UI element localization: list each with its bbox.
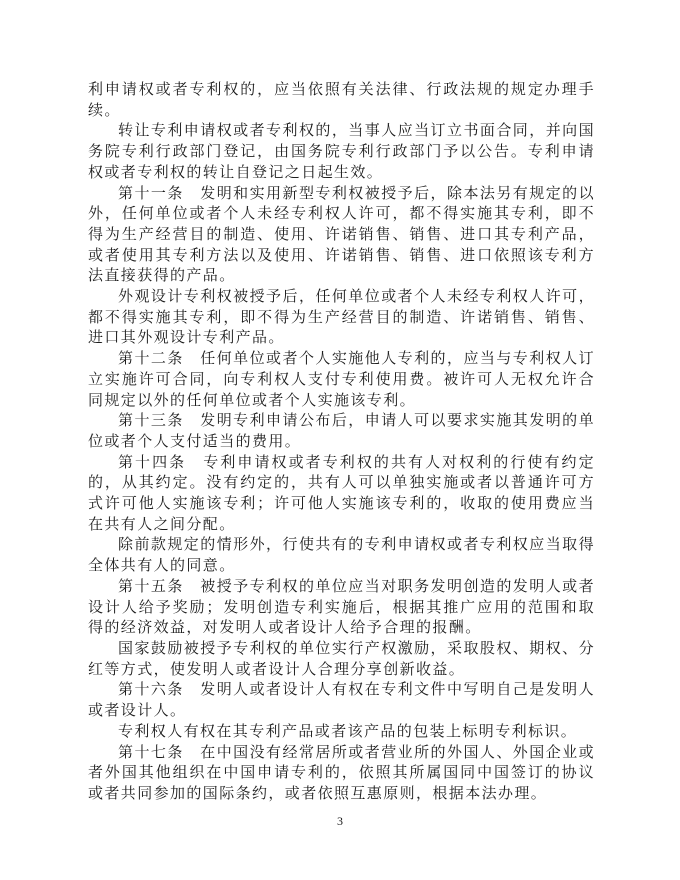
paragraph: 第十三条 发明专利申请公布后，申请人可以要求实施其发明的单位或者个人支付适当的费用。 [88, 413, 595, 450]
paragraph: 第十四条 专利申请权或者专利权的共有人对权利的行使有约定的，从其约定。没有约定的，共有人可以单独实施或者以普通许可方式许可他人实施该专利；许可他人实施该专利的，收取的使用费应当在共有人之间分配。 [88, 454, 595, 533]
document-body [88, 80, 595, 805]
paragraph: 国家鼓励被授予专利权的单位实行产权激励，采取股权、期权、分红等方式，使发明人或者设计人合理分享创新收益。 [88, 640, 595, 678]
paragraph: 利申请权或者专利权的，应当依照有关法律、行政法规的规定办理手续。 [88, 82, 595, 119]
page-number: 3 [337, 814, 343, 828]
paragraph: 外观设计专利权被授予后，任何单位或者个人未经专利权人许可，都不得实施其专利，即不得为生产经营目的制造、许诺销售、销售、进口其外观设计专利产品。 [88, 289, 595, 347]
paragraph: 专利权人有权在其专利产品或者该产品的包装上标明专利标识。 [118, 723, 578, 740]
paragraph: 第十五条 被授予专利权的单位应当对职务发明创造的发明人或者设计人给予奖励；发明创造专利实施后，根据其推广应用的范围和取得的经济效益，对发明人或者设计人给予合理的报酬。 [88, 578, 595, 637]
paragraph: 第十七条 在中国没有经常居所或者营业所的外国人、外国企业或者外国其他组织在中国申请专利的，依照其所属国同中国签订的协议或者共同参加的国际条约，或者依照互惠原则，根据本法办理。 [88, 744, 595, 802]
paragraph: 除前款规定的情形外，行使共有的专利申请权或者专利权应当取得全体共有人的同意。 [88, 537, 595, 575]
paragraph: 转让专利申请权或者专利权的，当事人应当订立书面合同，并向国务院专利行政部门登记，由国务院专利行政部门予以公告。专利申请权或者专利权的转让自登记之日起生效。 [88, 123, 595, 181]
paragraph: 第十六条 发明人或者设计人有权在专利文件中写明自己是发明人或者设计人。 [88, 682, 595, 720]
paragraph: 第十一条 发明和实用新型专利权被授予后，除本法另有规定的以外，任何单位或者个人未经专利权人许可，都不得实施其专利，即不得为生产经营目的制造、使用、许诺销售、销售、进口其专利产品，或者使用其专利方法以及使用、许诺销售、销售、进口依照该专利方法直接获得的产品。 [88, 185, 595, 285]
paragraph: 第十二条 任何单位或者个人实施他人专利的，应当与专利权人订立实施许可合同，向专利权人支付专利使用费。被许可人无权允许合同规定以外的任何单位或者个人实施该专利。 [88, 351, 595, 409]
